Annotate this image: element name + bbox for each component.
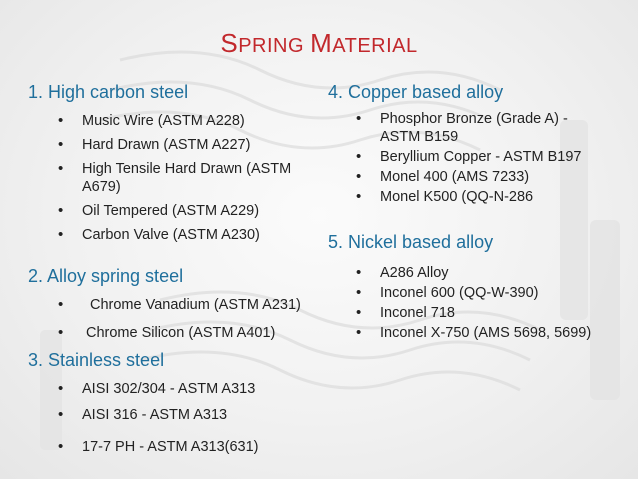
list-copper-based-alloy [356, 110, 596, 208]
heading-copper-based-alloy: 4. Copper based alloy [328, 82, 504, 102]
list-alloy-spring-steel [58, 296, 338, 348]
list-item: • Monel K500 (QQ-N-286 [356, 188, 596, 206]
title-initial-m: M [310, 28, 333, 58]
list-item: • Carbon Valve (ASTM A230) [58, 226, 318, 244]
list-item: • Oil Tempered (ASTM A229) [58, 202, 318, 220]
list-item: • AISI 316 - ASTM A313 [58, 406, 318, 424]
list-item: • Music Wire (ASTM A228) [58, 112, 318, 130]
title-initial-s: S [220, 28, 239, 58]
list-item: • AISI 302/304 - ASTM A313 [58, 380, 318, 398]
list-item: • 17-7 PH - ASTM A313(631) [58, 438, 318, 456]
list-item: • Phosphor Bronze (Grade A) - ASTM B159 [356, 110, 596, 146]
heading-nickel-based-alloy: 5. Nickel based alloy [328, 232, 494, 252]
heading-high-carbon-steel: 1. High carbon steel [28, 82, 189, 102]
title-rest-2: ATERIAL [332, 35, 418, 57]
list-item: • Hard Drawn (ASTM A227) [58, 136, 318, 154]
list-item: • Chrome Vanadium (ASTM A231) [58, 296, 338, 314]
list-nickel-based-alloy [356, 264, 626, 344]
list-item: • Chrome Silicon (ASTM A401) [58, 324, 338, 342]
list-stainless-steel [58, 380, 318, 462]
list-item: • Beryllium Copper - ASTM B197 [356, 148, 596, 166]
list-item: • Inconel X-750 (AMS 5698, 5699) [356, 324, 626, 342]
list-item: • Inconel 718 [356, 304, 626, 322]
list-item: • Inconel 600 (QQ-W-390) [356, 284, 626, 302]
list-high-carbon-steel [58, 112, 318, 250]
slide-title [0, 28, 638, 59]
list-item: • High Tensile Hard Drawn (ASTM A679) [58, 160, 318, 196]
heading-alloy-spring-steel: 2. Alloy spring steel [28, 266, 184, 286]
title-rest-1: PRING [238, 35, 311, 57]
list-item: • A286 Alloy [356, 264, 626, 282]
list-item: • Monel 400 (AMS 7233) [356, 168, 596, 186]
heading-stainless-steel: 3. Stainless steel [28, 350, 165, 370]
